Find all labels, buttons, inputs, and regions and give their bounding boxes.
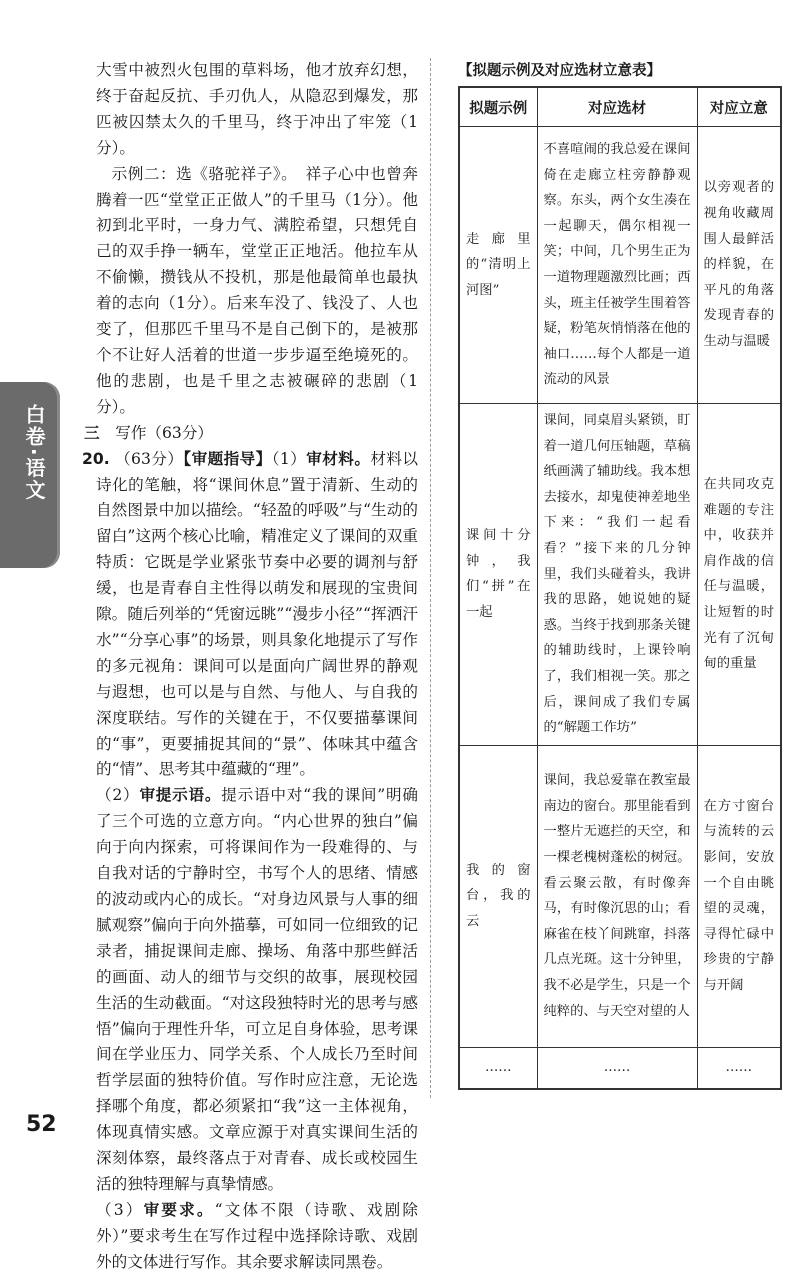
guide-label: 【审题指导】 xyxy=(183,449,272,468)
cell-material: …… xyxy=(537,1047,697,1089)
question-score: （63分） xyxy=(115,449,184,468)
answer-paragraph: 示例二：选《骆驼祥子》。 祥子心中也曾奔腾着一匹“堂堂正正做人”的千里马（1分）。他初到北平时，一身力气、满腔希望，只想凭自己的双手挣一辆车，堂堂正正地活。他拉车从不偷懒，攒钱从不投机，那是他最简单也最执着的志向（1分）。后来车没了、钱没了、人也变了，但那匹千里马不是自己倒下的，是被那个不让好人活着的世道一步步逼至绝境死的。他的悲剧，也是千里之志被碾碎的悲剧（1分）。 xyxy=(96,164,418,416)
answer-text-column xyxy=(82,58,418,1276)
answer-paragraph: 大雪中被烈火包围的草料场，他才放弃幻想，终于奋起反抗、手刃仇人，从隐忍到爆发，那匹被囚禁太久的千里马，终于冲出了牢笼（1分）。 xyxy=(96,61,418,157)
cell-material: 课间，我总爱靠在教室最南边的窗台。那里能看到一整片无遮拦的天空，和一棵老槐树蓬松的树冠。看云聚云散，有时像奔马，有时像沉思的山；看麻雀在枝丫间跳窜，抖落几点光斑。这十分钟里，我不必是学生，只是一个纯粹的、与天空对望的人 xyxy=(537,745,697,1047)
step-1-text: 材料以诗化的笔触，将“课间休息”置于清新、生动的自然图景中加以描绘。“轻盈的呼吸”与“生动的留白”这两个核心比喻，精准定义了课间的双重特质：它既是学业紧张节奏中必要的调剂与舒缓，也是青春自主性得以萌发和展现的宝贵间隙。随后列举的“凭窗远眺”“漫步小径”“挥洒汗水”“分享心事”的场景，则具象化地提示了写作的多元视角：课间可以是面向广阔世界的静观与遐想，也可以是与自然、与他人、与自我的深度联结。写作的关键在于，不仅要描摹课间的“事”，更要捕捉其间的“景”、体味其中蕴含的“情”、思考其中蕴藏的“理”。 xyxy=(96,449,418,779)
step-2-label: 审提示语。 xyxy=(139,786,222,805)
header-example: 拟题示例 xyxy=(459,87,537,127)
cell-intent: 以旁观者的视角收藏周围人最鲜活的样貌，在平凡的角落发现青春的生动与温暖 xyxy=(697,127,781,404)
table-title: 【拟题示例及对应选材立意表】 xyxy=(458,63,661,79)
table-row xyxy=(459,745,781,1047)
question-20-block xyxy=(82,447,418,784)
cell-material: 课间，同桌眉头紧锁，盯着一道几何压轴题，草稿纸画满了辅助线。我本想去接水，却鬼使神差地坐下来：“我们一起看看？”接下来的几分钟里，我们头碰着头，我讲我的思路，她说她的疑惑。当终于找到那条关键的辅助线时，上课铃响了，我们相视一笑。那之后，课间成了我们专属的“解题工作坊” xyxy=(537,404,697,746)
header-intent: 对应立意 xyxy=(697,87,781,127)
cell-example: 走廊里的“清明上河图” xyxy=(459,127,537,404)
page-number: 52 xyxy=(26,1112,57,1137)
section-title: 写作（63分） xyxy=(115,423,214,442)
topic-table-section xyxy=(458,60,780,1090)
cell-example: 我的窗台，我的云 xyxy=(459,745,537,1047)
table-row xyxy=(459,404,781,746)
cell-example: …… xyxy=(459,1047,537,1089)
step-1-number: （1） xyxy=(271,449,307,468)
step-3-label: 审要求。 xyxy=(143,1200,215,1219)
section-number: 三 xyxy=(84,423,100,442)
side-tab-label: 白卷·语文 xyxy=(22,404,46,502)
step-2-text: 提示语中对“我的课间”明确了三个可选的立意方向。“内心世界的独白”偏向于向内探索，可将课间作为一段难得的、与自我对话的宁静时空，书写个人的思绪、情感的波动或内心的成长。“对身边风景与人事的细腻观察”偏向于向外描摹，可如同一位细致的记录者，捕捉课间走廊、操场、角落中那些鲜活的画面、动人的细节与交织的故事，展现校园生活的生动截面。“对这段独特时光的思考与感悟”偏向于理性升华，可立足自身体验，思考课间在学业压力、同学关系、个人成长乃至时间哲学层面的独特价值。写作时应注意，无论选择哪个角度，都必须紧扣“我”这一主体视角，体现真情实感。文章应源于对真实课间生活的深刻体察，最终落点于对青春、成长或校园生活的独特理解与真挚情感。 xyxy=(96,786,418,1193)
cell-example: 课间十分钟，我们“拼”在一起 xyxy=(459,404,537,746)
table-row xyxy=(459,127,781,404)
section-heading xyxy=(84,421,418,447)
table-header-row xyxy=(459,87,781,127)
step-3-block xyxy=(96,1198,418,1276)
cell-intent: …… xyxy=(697,1047,781,1089)
step-3-number: （3） xyxy=(96,1200,144,1219)
cell-intent: 在共同攻克难题的专注中，收获并肩作战的信任与温暖，让短暂的时光有了沉甸甸的重量 xyxy=(697,404,781,746)
cell-material: 不喜喧闹的我总爱在课间倚在走廊立柱旁静静观察。东头，两个女生凑在一起聊天，偶尔相视一笑；中间，几个男生正为一道物理题激烈比画；西头，班主任被学生围着答疑，粉笔灰悄悄落在他的袖口……每个人都是一道流动的风景 xyxy=(537,127,697,404)
step-1-label: 审材料。 xyxy=(306,449,371,468)
question-number: 20. xyxy=(82,449,110,468)
column-divider xyxy=(430,58,431,1098)
step-2-number: （2） xyxy=(96,786,140,805)
side-tab xyxy=(0,382,60,568)
cell-intent: 在方寸窗台与流转的云影间，安放一个自由眺望的灵魂，寻得忙碌中珍贵的宁静与开阔 xyxy=(697,745,781,1047)
header-material: 对应选材 xyxy=(537,87,697,127)
table-row xyxy=(459,1047,781,1089)
step-2-block xyxy=(96,783,418,1198)
step-3-text: “文体不限（诗歌、戏剧除外）”要求考生在写作过程中选择除诗歌、戏剧外的文体进行写作。其余要求解读同黑卷。 xyxy=(96,1200,418,1271)
topic-table xyxy=(458,86,782,1090)
